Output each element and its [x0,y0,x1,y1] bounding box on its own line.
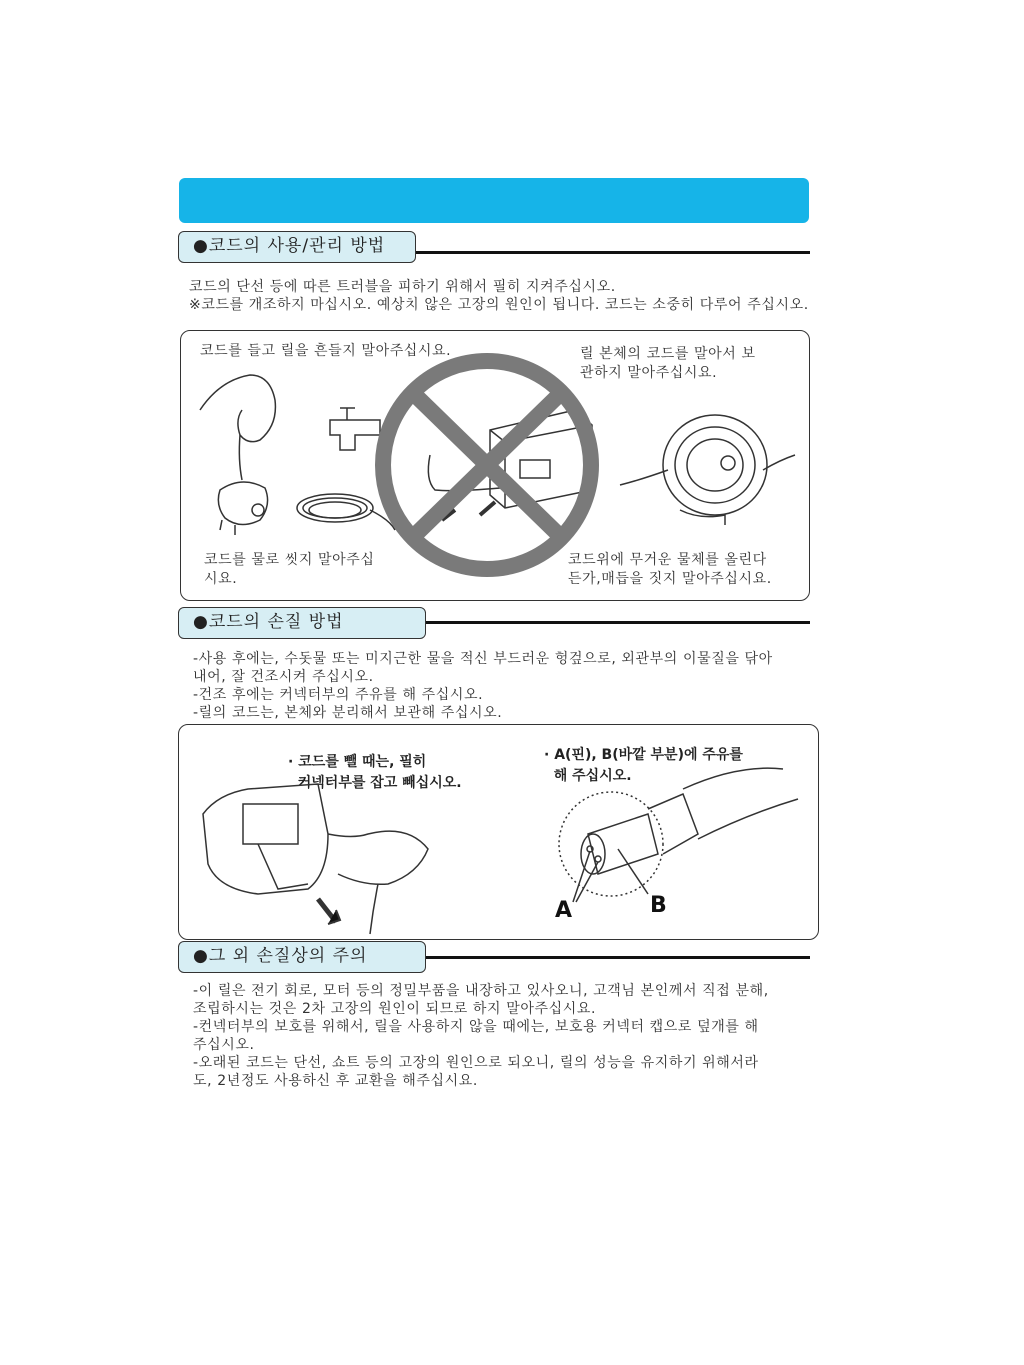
connector-illustration [559,768,798,902]
other-line-2: 조립하시는 것은 2차 고장의 원인이 되므로 하지 말아주십시요. [193,1001,597,1017]
label-b: B [650,893,667,918]
caption-unplug: · 코드를 뺄 때는, 필히 커넥터부를 잡고 빼십시오. [288,754,462,791]
care-line-2: 내어, 잘 건조시켜 주십시오. [193,669,374,685]
section-divider [424,621,810,624]
other-line-5: -오래된 코드는 단선, 쇼트 등의 고장의 원인으로 되오니, 릴의 성능을 유지하기 위해서라 [193,1055,759,1071]
section-heading-care: ●코드의 손질 방법 [178,607,426,639]
hand-reel-illustration [200,375,275,535]
other-line-4: 주십시오. [193,1037,255,1053]
care-line-4: -릴의 코드는, 본체와 분리해서 보관해 주십시오. [193,705,503,721]
usage-illustrations [180,330,810,601]
caption-no-weight: 코드위에 무거운 물체를 올린다 든가,매듭을 짓지 말아주십시요. [568,552,772,587]
caption-lubricate: · A(핀), B(바깥 부분)에 주유를 해 주십시오. [544,747,743,784]
warning-text: ※코드를 개조하지 마십시오. 예상치 않은 고장의 원인이 됩니다. 코드는 소중히 다루어 주십시오. [189,297,809,313]
other-line-1: -이 릴은 전기 회로, 모터 등의 정밀부품을 내장하고 있사오니, 고객님 본인께서 직접 분해, [193,983,769,999]
header-banner [179,178,809,223]
section-divider [424,956,810,959]
other-line-6: 도, 2년정도 사용하신 후 교환을 해주십시요. [193,1073,478,1089]
unplug-illustration [203,784,428,934]
section-divider [414,251,810,254]
care-line-3: -건조 후에는 커넥터부의 주유를 해 주십시오. [193,687,484,703]
intro-text: 코드의 단선 등에 따른 트러블을 피하기 위해서 필히 지켜주십시오. [189,279,616,295]
other-line-3: -컨넥터부의 보호를 위해서, 릴을 사용하지 않을 때에는, 보호용 커넥터 캡으로 덮개를 해 [193,1019,759,1035]
prohibition-icon [383,361,591,569]
section-heading-usage: ●코드의 사용/관리 방법 [178,231,416,263]
care-illustrations [178,724,819,940]
care-line-1: -사용 후에는, 수돗물 또는 미지근한 물을 적신 부드러운 헝겊으로, 외관부의 이물질을 닦아 [193,651,773,667]
caption-no-coil: 릴 본체의 코드를 말아서 보 관하지 말아주십시요. [580,346,756,381]
caption-no-wash: 코드를 물로 씻지 말아주십 시요. [204,552,375,587]
reel-illustration [620,415,795,525]
caption-no-shake: 코드를 들고 릴을 흔들지 말아주십시요. [200,343,452,359]
label-a: A [555,898,573,923]
section-heading-other: ●그 외 손질상의 주의 [178,941,426,973]
